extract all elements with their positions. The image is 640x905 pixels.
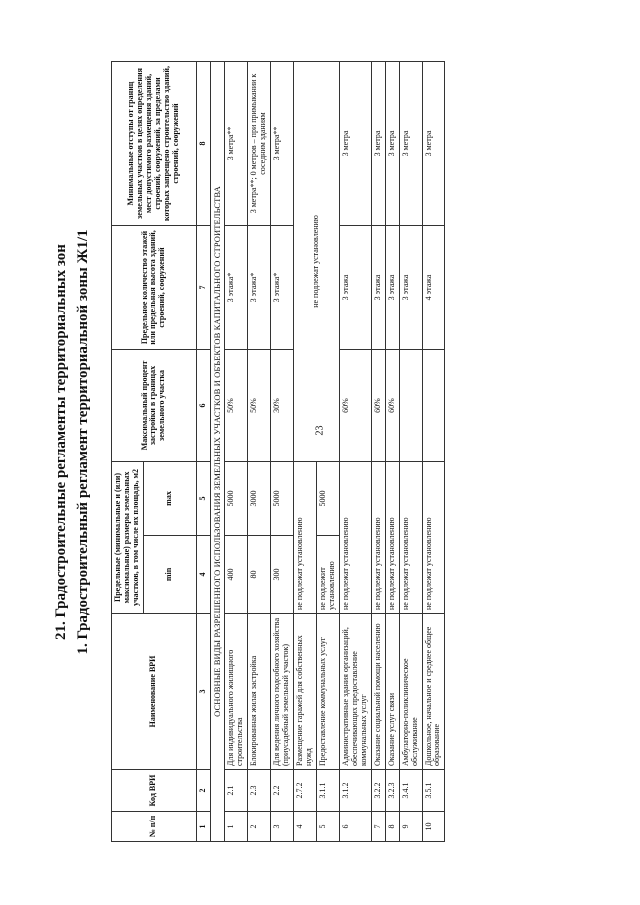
table-row	[399, 62, 422, 842]
row-max: 3000	[248, 462, 271, 536]
rotated-page-content	[53, 62, 593, 842]
col-number: 6	[196, 350, 210, 462]
row-floors: 3 этажа	[339, 226, 371, 350]
row-percent: 60%	[385, 350, 399, 462]
table-row	[371, 62, 385, 842]
table-row	[225, 62, 248, 842]
row-floors: 3 этажа*	[271, 226, 294, 350]
row-size-text: не подлежат установлению	[371, 462, 385, 614]
row-code: 2.2	[271, 770, 294, 812]
row-percent: 60%	[339, 350, 371, 462]
row-number: 1	[225, 812, 248, 842]
row-params-merged: не подлежат установлению	[294, 62, 340, 462]
row-name: Размещение гаражей для собственных нужд	[294, 614, 317, 770]
row-min: 400	[225, 536, 248, 614]
row-max: 5000	[225, 462, 248, 536]
table-row	[271, 62, 294, 842]
row-name: Оказание услуг связи	[385, 614, 399, 770]
row-code: 3.1.2	[339, 770, 371, 812]
row-code: 3.2.2	[371, 770, 385, 812]
row-percent	[422, 350, 445, 462]
row-floors: 3 этажа*	[225, 226, 248, 350]
page-number: 23	[314, 425, 326, 436]
col-number: 8	[196, 62, 210, 226]
section-title: ОСНОВНЫЕ ВИДЫ РАЗРЕШЕННОГО ИСПОЛЬЗОВАНИЯ ЗЕМЕЛЬНЫХ УЧАСТКОВ И ОБЪЕКТОВ КАПИТАЛЬНОГО СТРОИТЕЛЬСТВА	[210, 62, 225, 842]
column-number-row	[196, 62, 210, 842]
subsection-heading: 1. Градостроительный регламент территориальной зоны Ж1/1	[75, 229, 91, 655]
header-name: Наименование ВРИ	[112, 614, 197, 770]
row-code: 2.3	[248, 770, 271, 812]
row-min: 80	[248, 536, 271, 614]
row-setback: 3 метра	[371, 62, 385, 226]
row-name: Предоставление коммунальных услуг	[316, 614, 339, 770]
row-number: 6	[339, 812, 371, 842]
row-number: 3	[271, 812, 294, 842]
table-row	[422, 62, 445, 842]
row-floors: 3 этажа	[385, 226, 399, 350]
header-min: min	[143, 536, 196, 614]
row-size-text: не подлежат установлению	[422, 462, 445, 614]
row-name: Блокированная жилая застройка	[248, 614, 271, 770]
row-code: 3.1.1	[316, 770, 339, 812]
header-row	[112, 62, 144, 842]
row-setback: 3 метра**; 0 метров – при примыкании к соседним зданиям	[248, 62, 271, 226]
row-name: Для индивидуального жилищного строительства	[225, 614, 248, 770]
regulation-table	[111, 61, 445, 842]
row-size-text: не подлежат установлению	[294, 462, 317, 614]
row-floors: 4 этажа	[422, 226, 445, 350]
row-name: Амбулаторно-поликлиническое обслуживание	[399, 614, 422, 770]
row-code: 2.7.2	[294, 770, 317, 812]
row-number: 10	[422, 812, 445, 842]
header-max: max	[143, 462, 196, 536]
section-heading: 21. Градостроительные регламенты территориальных зон	[53, 244, 69, 640]
row-floors: 3 этажа*	[248, 226, 271, 350]
header-percent: Максимальный процент застройки в границах земельного участка	[112, 350, 197, 462]
header-num: № п/п	[112, 812, 197, 842]
section-row	[210, 62, 225, 842]
row-name: Для ведения личного подсобного хозяйства (приусадебный земельный участок)	[271, 614, 294, 770]
row-code: 3.2.3	[385, 770, 399, 812]
col-number: 3	[196, 614, 210, 770]
col-number: 7	[196, 226, 210, 350]
row-max: 5000	[316, 462, 339, 536]
row-min: 300	[271, 536, 294, 614]
row-percent: 50%	[225, 350, 248, 462]
header-floors: Предельное количество этажей или предельная высота зданий, строений, сооружений	[112, 226, 197, 350]
row-setback: 3 метра	[422, 62, 445, 226]
row-name: Оказание социальной помощи населению	[371, 614, 385, 770]
row-percent: 60%	[371, 350, 385, 462]
row-name: Административные здания организаций, обеспечивающих предоставление коммунальных услуг	[339, 614, 371, 770]
header-size: Предельные (минимальные и (или) максимальные) размеры земельных участков, в том числе их площадь, м2	[112, 462, 144, 614]
row-setback: 3 метра	[385, 62, 399, 226]
row-number: 7	[371, 812, 385, 842]
header-setback: Минимальные отступы от границ земельных участков в целях определения мест допустимого размещения зданий, строений, сооружений, за пределами которых запрещено строительство зданий, строений, сооружений	[112, 62, 197, 226]
table-row	[385, 62, 399, 842]
row-code: 3.5.1	[422, 770, 445, 812]
row-setback: 3 метра**	[271, 62, 294, 226]
table-row	[339, 62, 371, 842]
row-number: 9	[399, 812, 422, 842]
row-min: не подлежит установлению	[316, 536, 339, 614]
row-size-text: не подлежат установлению	[339, 462, 371, 614]
col-number: 1	[196, 812, 210, 842]
col-number: 4	[196, 536, 210, 614]
row-size-text: не подлежат установлению	[385, 462, 399, 614]
row-floors: 3 этажа	[371, 226, 385, 350]
row-setback: 3 метра	[339, 62, 371, 226]
row-setback: 3 метра	[399, 62, 422, 226]
table-row	[248, 62, 271, 842]
row-code: 2.1	[225, 770, 248, 812]
row-setback: 3 метра**	[225, 62, 248, 226]
row-percent	[399, 350, 422, 462]
row-size-text: не подлежат установлению	[399, 462, 422, 614]
row-number: 8	[385, 812, 399, 842]
row-max: 5000	[271, 462, 294, 536]
row-number: 2	[248, 812, 271, 842]
table-row	[294, 62, 317, 842]
row-percent: 50%	[248, 350, 271, 462]
col-number: 2	[196, 770, 210, 812]
row-number: 4	[294, 812, 317, 842]
row-name: Дошкольное, начальное и среднее общее образование	[422, 614, 445, 770]
row-percent: 30%	[271, 350, 294, 462]
row-code: 3.4.1	[399, 770, 422, 812]
col-number: 5	[196, 462, 210, 536]
row-number: 5	[316, 812, 339, 842]
row-floors: 3 этажа	[399, 226, 422, 350]
header-code: Код ВРИ	[112, 770, 197, 812]
